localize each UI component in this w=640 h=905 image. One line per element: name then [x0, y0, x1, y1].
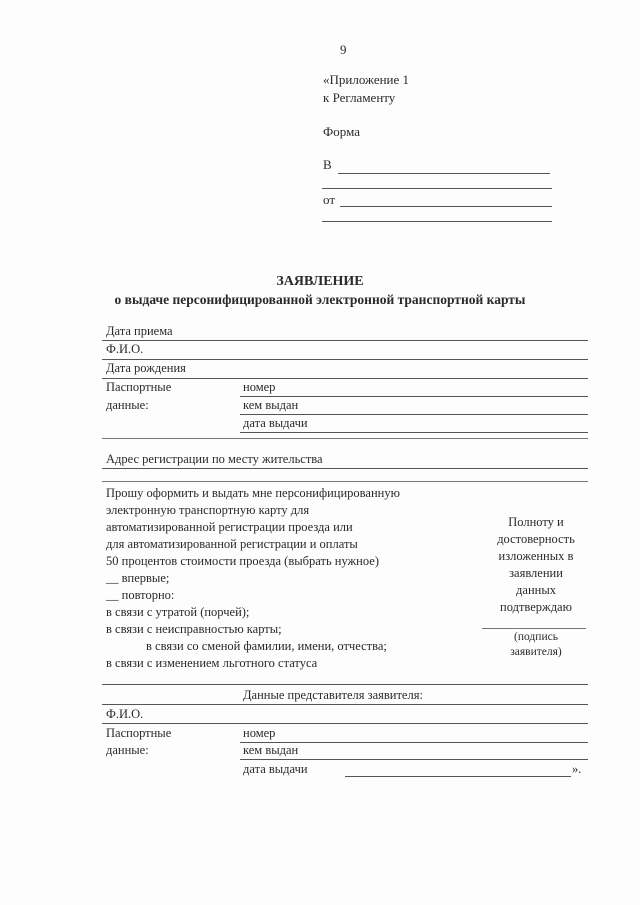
- passport-label-2: данные:: [106, 398, 149, 412]
- rep-fio-line: [102, 723, 588, 724]
- reg-address-label: Адрес регистрации по месту жительства: [106, 452, 323, 466]
- confirm-line: заявлении: [509, 566, 563, 580]
- date-received-label: Дата приема: [106, 324, 173, 338]
- option-status-change: в связи с изменением льготного статуса: [106, 656, 318, 670]
- rep-passport-number-label: номер: [243, 726, 276, 740]
- signature-caption-1: (подпись: [514, 631, 558, 643]
- signature-line: [482, 628, 586, 629]
- option-first-time: __ впервые;: [106, 571, 170, 585]
- rep-passport-issued-by-line: [240, 759, 588, 760]
- passport-issue-date-line: [240, 432, 588, 433]
- request-line: для автоматизированной регистрации и оплаты: [106, 537, 358, 551]
- option-loss: в связи с утратой (порчей);: [106, 605, 250, 619]
- option-name-change: в связи со сменой фамилии, имени, отчества;: [146, 639, 387, 653]
- signature-caption-2: заявителя): [510, 646, 562, 658]
- to-label: В: [323, 157, 332, 172]
- request-line: автоматизированной регистрации проезда или: [106, 520, 353, 534]
- passport-issued-by-line: [240, 414, 588, 415]
- birth-date-line: [102, 378, 588, 379]
- passport-bottom-line: [102, 438, 588, 439]
- passport-label: Паспортные: [106, 380, 172, 394]
- form-label: Форма: [323, 124, 360, 139]
- rep-passport-issued-by-label: кем выдан: [243, 743, 299, 757]
- request-line: Прошу оформить и выдать мне персонифицированную: [106, 486, 400, 500]
- document-title: ЗАЯВЛЕНИЕ: [276, 274, 364, 289]
- from-line-1: [340, 206, 552, 207]
- representative-top-line: [102, 684, 588, 685]
- passport-number-label: номер: [243, 380, 276, 394]
- date-received-line: [102, 340, 588, 341]
- reg-address-line: [102, 468, 588, 469]
- confirm-line: достоверность: [497, 532, 575, 546]
- from-label: от: [323, 192, 336, 207]
- page-number: 9: [340, 42, 347, 57]
- confirm-line: Полноту и: [508, 515, 564, 529]
- rep-passport-label-2: данные:: [106, 743, 149, 757]
- fio-label: Ф.И.О.: [106, 342, 144, 356]
- appendix-line-1: «Приложение 1: [323, 72, 410, 87]
- document-subtitle: о выдаче персонифицированной электронной транспортной карты: [114, 292, 526, 307]
- rep-passport-issue-date-line: [345, 776, 571, 777]
- passport-issue-date-label: дата выдачи: [243, 416, 308, 430]
- reg-address-line-2: [102, 481, 588, 482]
- option-repeat: __ повторно:: [106, 588, 175, 602]
- confirm-line: подтверждаю: [500, 600, 572, 614]
- to-line-1: [338, 173, 550, 174]
- confirm-line: изложенных в: [498, 549, 574, 563]
- closing-quote: ».: [572, 762, 582, 776]
- to-line-2: [322, 188, 552, 189]
- rep-fio-label: Ф.И.О.: [106, 707, 144, 721]
- representative-heading-line: [102, 704, 588, 705]
- birth-date-label: Дата рождения: [106, 361, 186, 375]
- fio-line: [102, 359, 588, 360]
- option-malfunction: в связи с неисправностью карты;: [106, 622, 282, 636]
- passport-number-line: [240, 396, 588, 397]
- request-line: электронную транспортную карту для: [106, 503, 310, 517]
- appendix-line-2: к Регламенту: [323, 90, 396, 105]
- rep-passport-label: Паспортные: [106, 726, 172, 740]
- passport-issued-by-label: кем выдан: [243, 398, 299, 412]
- rep-passport-issue-date-label: дата выдачи: [243, 762, 308, 776]
- confirm-line: данных: [516, 583, 556, 597]
- from-line-2: [322, 221, 552, 222]
- representative-heading: Данные представителя заявителя:: [243, 688, 423, 702]
- request-line: 50 процентов стоимости проезда (выбрать нужное): [106, 554, 379, 568]
